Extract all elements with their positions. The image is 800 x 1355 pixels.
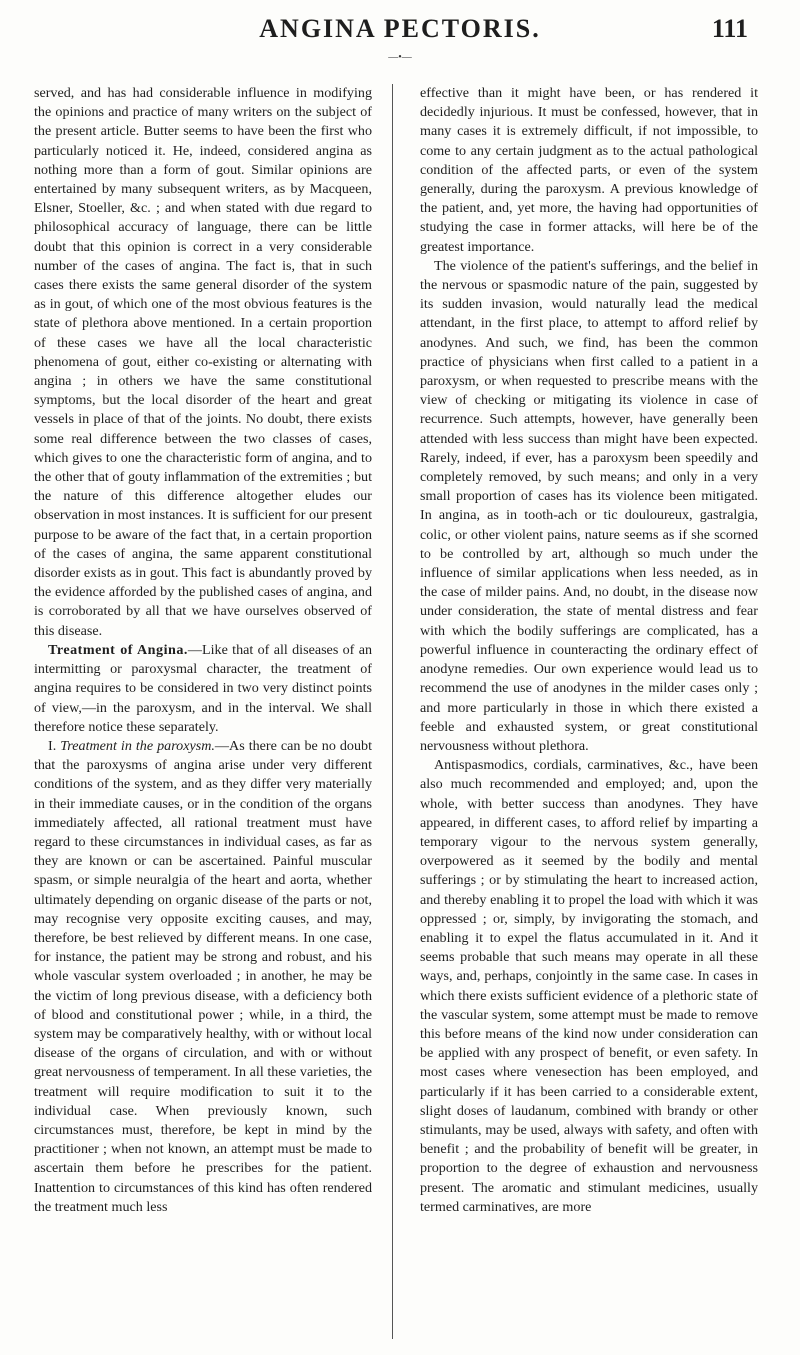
- paragraph-treatment-intro: [34, 641, 372, 737]
- running-title: ANGINA PECTORIS.: [259, 14, 541, 43]
- column-divider: [392, 84, 393, 1339]
- right-column: [420, 84, 758, 1339]
- paragraph-paroxysm-treatment: [34, 737, 372, 1217]
- left-column: [34, 84, 372, 1339]
- page-number: 111: [711, 14, 748, 43]
- paragraph-effectiveness: effective than it might have been, or has rendered it decidedly injurious. It must be confessed, however, that in many cases it is extremely difficult, if not impossible, to come to any certain judgment as to the actual pathological condition of the affected parts, or even of the system generally, during the paroxysm. A previous knowledge of the patient, and, yet more, the having had opportunities of studying the case in former attacks, will here be of the greatest importance.: [420, 85, 758, 255]
- header-ornament: —•—: [388, 52, 412, 63]
- paragraph-antispasmodics: Antispasmodics, cordials, carminatives, &c., have been also much recommended and employed; and, upon the whole, with better success than anodynes. They have appeared, in different cases, to afford relief by imparting a temporary vigour to the nervous system generally, overpowered as it seemed by the bodily and mental sufferings ; or by stimulating the heart to increased action, and thereby enabling it to propel the load with which it was oppressed ; or, simply, by invigorating the stomach, and enabling it to expel the flatus accumulated in it. And it seems probable that such means may operate in all these ways, and, perhaps, conjointly in the same case. In cases in which there exists sufficient evidence of a plethoric state of the vascular system, some attempt must be made to remove this before means of the kind now under consideration can be applied with any prospect of benefit, or even safety. In most cases where venesection has been employed, and particularly if it has been carried to a considerable extent, slight doses of laudanum, combined with brandy or other stimulants, may be used, always with safety, and often with benefit ; and the probability of benefit will be greater, in proportion to the degree of exhaustion and nervousness present. The aromatic and stimulant medicines, usually termed carminatives, are more: [420, 757, 758, 1215]
- page-header: [0, 14, 800, 74]
- paroxysm-text: —As there can be no doubt that the paroxysms of angina arise under very different conditions of the system, and as they differ very materially in their immediate causes, or in the condition of the organs immediately affected, all rational treatment must have regard to these circumstances in individual cases, as far as they are known or can be ascertained. Painful muscular spasm, or simple neuralgia of the heart and aorta, whether ultimately depending on organic disease of the parts or not, may recognise very opposite exciting causes, and may, therefore, be best relieved by different means. In one case, for instance, the patient may be strong and robust, and his whole vascular system overloaded ; in another, he may be the victim of long previous disease, with a deficiency both of blood and constitutional power ; while, in a third, the system may be comparatively healthy, with or without local disease of the organs of circulation, and with or without great nervousness of temperament. In all these varieties, the treatment will require modification to suit it to the individual case. When previously known, such circumstances must, therefore, be kept in mind by the practitioner ; when not known, an attempt must be made to ascertain them before he prescribes for the patient. Inattention to circumstances of this kind has often rendered the treatment much less: [34, 737, 372, 1215]
- paragraph-gout-relation: served, and has had considerable influence in modifying the opinions and practice of many writers on the subject of the present article. Butter seems to have been the first who particularly noticed it. He, indeed, considered angina as nothing more than a form of gout. Similar opinions are entertained by many subsequent writers, as by Macqueen, Elsner, Stoeller, &c. ; and when stated with due regard to philosophical accuracy of language, there can be little doubt that this opinion is correct in a very considerable number of the cases of angina. The fact is, that in such cases there exists the same general disorder of the system as in gout, of which one of the most obvious features is the state of plethora above mentioned. In a certain proportion of these cases we have all the local characteristic phenomena of gout, either co-existing or alternating with angina ; in others we have the same constitutional symptoms, but the local disorder of the heart and great vessels in place of that of the joints. No doubt, there exists some real difference between the two classes of cases, which gives to one the characteristic form of angina, and to the other that of gouty inflammation of the extremities ; but the nature of this difference altogether eludes our observation in most instances. It is sufficient for our present purpose to be aware of the fact that, in a certain proportion of the cases of angina, the same apparent constitutional disorder exists as in gout. This fact is abundantly proved by the evidence afforded by the published cases of angina, and is corroborated by all that we have ourselves observed of this disease.: [34, 85, 372, 639]
- subsection-heading-paroxysm: Treatment in the paroxysm.: [60, 737, 215, 754]
- section-heading-treatment: Treatment of Angina.: [48, 641, 188, 658]
- subsection-number: I.: [48, 737, 61, 754]
- paragraph-anodynes: The violence of the patient's sufferings, and the belief in the nervous or spasmodic nature of the pain, suggested by its sudden invasion, would naturally lead the medical attendant, in the first place, to attempt to afford relief by anodynes. And such, we find, has been the common practice of physicians when first called to a patient in a paroxysm, or when requested to prescribe means with the view of checking or mitigating its violence in case of recurrence. Such attempts, however, have generally been attended with less success than might have been expected. Rarely, indeed, if ever, has a paroxysm been speedily and completely removed, by such means; and only in a very small proportion of cases has its violence been mitigated. In angina, as in tooth-ach or tic douloureux, gastralgia, colic, or other violent pains, nature seems as if she scorned to be controlled by art, although so much under the influence of similar applications when less needed, as in the case of milder pains. And, no doubt, in the disease now under consideration, the state of mental distress and fear with which the bodily sufferings are complicated, has a powerful influence in counteracting the ordinary effect of anodyne remedies. Our own experience would lead us to recommend the use of anodynes in the milder cases only ; and more particularly in those in which there existed a feeble and exhausted system, or great constitutional nervousness without plethora.: [420, 257, 758, 754]
- treatment-intro-text: —Like that of all diseases of an intermitting or paroxysmal character, the treatment of angina requires to be considered in two very distinct points of view,—in the paroxysm, and in the interval. We shall therefore notice these separately.: [34, 641, 372, 735]
